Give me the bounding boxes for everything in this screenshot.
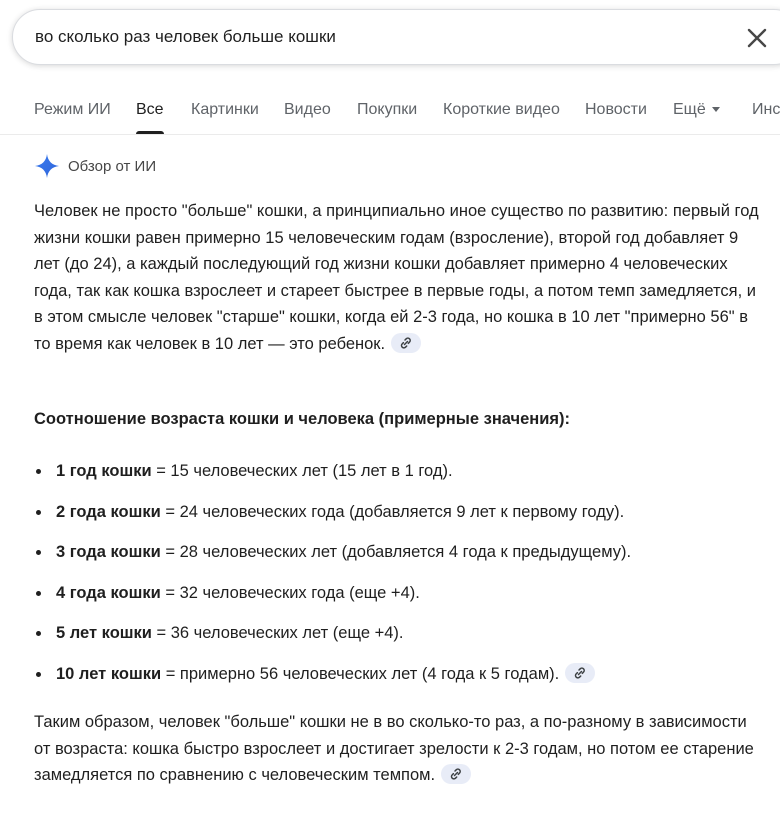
list-item-text: = 32 человеческих года (еще +4). — [160, 583, 420, 602]
chevron-down-icon — [712, 107, 720, 112]
tab-all[interactable]: Все — [136, 101, 164, 118]
link-icon — [573, 666, 587, 680]
list-item — [34, 580, 631, 621]
list-item — [34, 620, 631, 661]
list-item-bold: 4 года кошки — [56, 583, 161, 602]
source-link-chip[interactable] — [441, 764, 471, 784]
list-item-bold: 2 года кошки — [56, 502, 161, 521]
source-link-chip[interactable] — [565, 663, 595, 683]
list-item-text: = 15 человеческих лет (15 лет в 1 год). — [151, 462, 453, 480]
ai-overview-heading: Соотношение возраста кошки и человека (примерные значения): — [34, 410, 571, 428]
list-item — [34, 539, 631, 580]
tab-short-videos[interactable]: Короткие видео — [443, 101, 560, 118]
list-item-text: = 36 человеческих лет (еще +4). — [151, 624, 404, 643]
conclusion-text: Таким образом, человек "больше" кошки не в во сколько-то раз, а по-разному в зависимости от возраста: кошка быстро взрослеет и достигает зрелости к 2-3 годам, но потом ее старение замедляется по сравнению с человеческим темпом. — [34, 713, 754, 785]
link-icon — [449, 767, 463, 781]
list-item-bold: 3 года кошки — [56, 543, 161, 562]
ai-overview-conclusion — [34, 709, 764, 789]
tab-more[interactable] — [673, 101, 720, 119]
search-tabs — [0, 88, 780, 135]
search-input[interactable] — [35, 27, 635, 47]
link-icon — [399, 336, 413, 350]
list-item — [34, 499, 631, 540]
age-list — [34, 458, 631, 702]
tab-ai-mode[interactable]: Режим ИИ — [34, 101, 111, 118]
gemini-sparkle-icon — [34, 153, 60, 179]
clear-search-button[interactable] — [742, 24, 772, 54]
search-box[interactable] — [12, 9, 780, 65]
tab-news[interactable]: Новости — [585, 101, 647, 118]
close-icon — [742, 24, 772, 54]
source-link-chip[interactable] — [391, 333, 421, 353]
list-item-text: = 24 человеческих года (добавляется 9 лет к первому году). — [160, 502, 625, 521]
list-item-bold: 1 год кошки — [56, 462, 152, 480]
list-item-text: = примерно 56 человеческих лет (4 года к 5 годам). — [161, 664, 560, 683]
list-item-text: = 28 человеческих лет (добавляется 4 года к предыдущему). — [160, 543, 632, 562]
intro-text: Человек не просто "больше" кошки, а принципиально иное существо по развитию: первый год жизни кошки равен примерно 15 человеческим годам (взросление), второй год добавляет 9 лет (до 24), а каждый последующий год жизни кошки добавляет примерно 4 человеческих года, так как кошка взрослеет и стареет быстрее в первые годы, а потом темп замедляется, и в этом смысле человек "старше" кошки, когда ей 2-3 года, но кошка в 10 лет "примерно 56" в то время как человек в 10 лет — это ребенок. — [34, 202, 759, 353]
tab-tools[interactable]: Инс — [752, 101, 780, 118]
ai-overview-title: Обзор от ИИ — [68, 157, 157, 175]
list-item — [34, 661, 631, 702]
tab-more-label: Ещё — [673, 101, 706, 118]
tab-shopping[interactable]: Покупки — [357, 101, 418, 118]
list-item-bold: 10 лет кошки — [56, 664, 162, 683]
list-item — [34, 458, 631, 499]
ai-overview-intro — [34, 198, 764, 358]
tab-images[interactable]: Картинки — [191, 101, 259, 118]
list-item-bold: 5 лет кошки — [56, 624, 152, 643]
ai-overview-header — [34, 152, 156, 180]
tab-videos[interactable]: Видео — [284, 101, 331, 118]
